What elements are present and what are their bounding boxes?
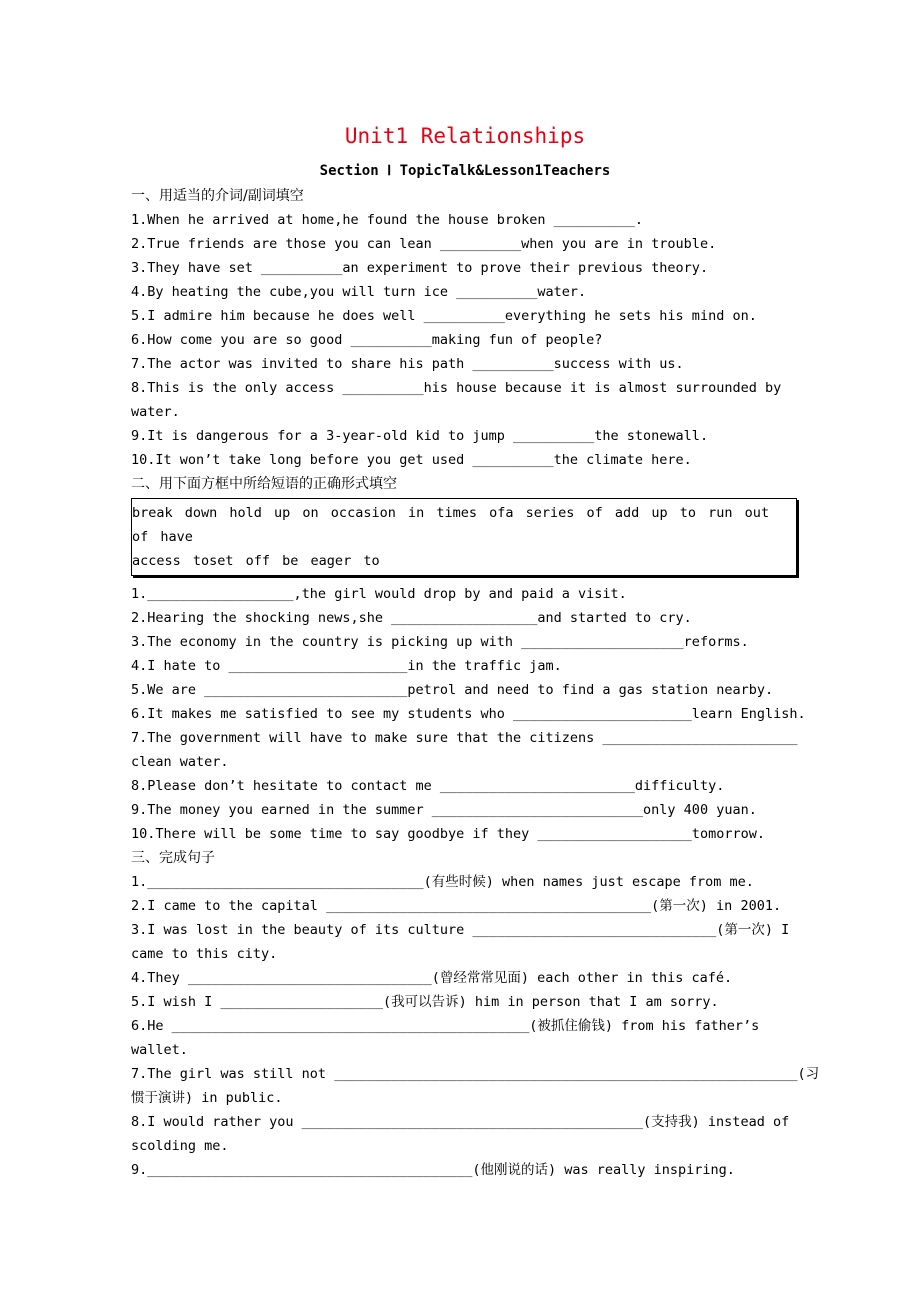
exercise-line: 7.The government will have to make sure that the citizens ________________________ bbox=[131, 730, 798, 746]
exercise-line: 4.I hate to ______________________in the traffic jam. bbox=[131, 658, 562, 674]
exercise-line: 4.They ______________________________(曾经常常见面) each other in this café. bbox=[131, 970, 733, 986]
exercise-line: 1.When he arrived at home,he found the house broken __________. bbox=[131, 212, 644, 228]
exercise-line: 7.The actor was invited to share his path __________success with us. bbox=[131, 356, 684, 372]
exercise-line: wallet. bbox=[131, 1042, 188, 1058]
phrase-box bbox=[131, 498, 797, 576]
exercise-line: 2.Hearing the shocking news,she __________________and started to cry. bbox=[131, 610, 692, 626]
exercise-line: water. bbox=[131, 404, 180, 420]
exercise-line: 惯于演讲) in public. bbox=[131, 1090, 283, 1106]
exercise-line: 5.We are _________________________petrol and need to find a gas station nearby. bbox=[131, 682, 774, 698]
exercise-line: 3.I was lost in the beauty of its culture ______________________________(第一次) I bbox=[131, 922, 790, 938]
exercise-line: 8.This is the only access __________his house because it is almost surrounded by bbox=[131, 380, 782, 396]
exercise-line: clean water. bbox=[131, 754, 229, 770]
exercise-line: 1.__________________,the girl would drop by and paid a visit. bbox=[131, 586, 627, 602]
exercise-line: 6.He ____________________________________________(被抓住偷钱) from his father’s bbox=[131, 1018, 760, 1034]
exercise-line: 9.It is dangerous for a 3-year-old kid to jump __________the stonewall. bbox=[131, 428, 709, 444]
exercise-line: 8.I would rather you __________________________________________(支持我) instead of bbox=[131, 1114, 790, 1130]
exercise-line: 10.It won’t take long before you get used __________the climate here. bbox=[131, 452, 692, 468]
exercise-line: 3.They have set __________an experiment to prove their previous theory. bbox=[131, 260, 709, 276]
exercise-line: 3.The economy in the country is picking up with ____________________reforms. bbox=[131, 634, 749, 650]
exercise-line: 6.How come you are so good __________making fun of people? bbox=[131, 332, 603, 348]
exercise-line: 5.I admire him because he does well __________everything he sets his mind on. bbox=[131, 308, 757, 324]
phrase-box-line: access toset off be eager to bbox=[132, 553, 380, 569]
exercise-line: 8.Please don’t hesitate to contact me ________________________difficulty. bbox=[131, 778, 725, 794]
exercise-line: 1.__________________________________(有些时候) when names just escape from me. bbox=[131, 874, 754, 890]
exercise-line: 7.The girl was still not _________________________________________________________(习 bbox=[131, 1066, 820, 1082]
section-subtitle: Section Ⅰ TopicTalk&Lesson1Teachers bbox=[319, 163, 611, 179]
exercise-line: scolding me. bbox=[131, 1138, 229, 1154]
part2-heading: 二、用下面方框中所给短语的正确形式填空 bbox=[131, 476, 397, 492]
exercise-line: 4.By heating the cube,you will turn ice __________water. bbox=[131, 284, 587, 300]
exercise-line: came to this city. bbox=[131, 946, 278, 962]
exercise-line: 9.The money you earned in the summer __________________________only 400 yuan. bbox=[131, 802, 757, 818]
exercise-line: 5.I wish I ____________________(我可以告诉) him in person that I am sorry. bbox=[131, 994, 719, 1010]
phrase-box-line: break down hold up on occasion in times ofa series of add up to run out of have bbox=[132, 505, 770, 545]
part3-heading: 三、完成句子 bbox=[131, 850, 215, 866]
exercise-line: 2.True friends are those you can lean __________when you are in trouble. bbox=[131, 236, 717, 252]
worksheet-page bbox=[131, 120, 820, 1182]
exercise-line: 9.________________________________________(他刚说的话) was really inspiring. bbox=[131, 1162, 735, 1178]
exercise-line: 6.It makes me satisfied to see my students who ______________________learn English. bbox=[131, 706, 806, 722]
part1-heading: 一、用适当的介词/副词填空 bbox=[131, 188, 304, 204]
exercise-line: 10.There will be some time to say goodbye if they ___________________tomorrow. bbox=[131, 826, 765, 842]
exercise-line: 2.I came to the capital ________________________________________(第一次) in 2001. bbox=[131, 898, 782, 914]
unit-title: Unit1 Relationships bbox=[344, 124, 586, 148]
